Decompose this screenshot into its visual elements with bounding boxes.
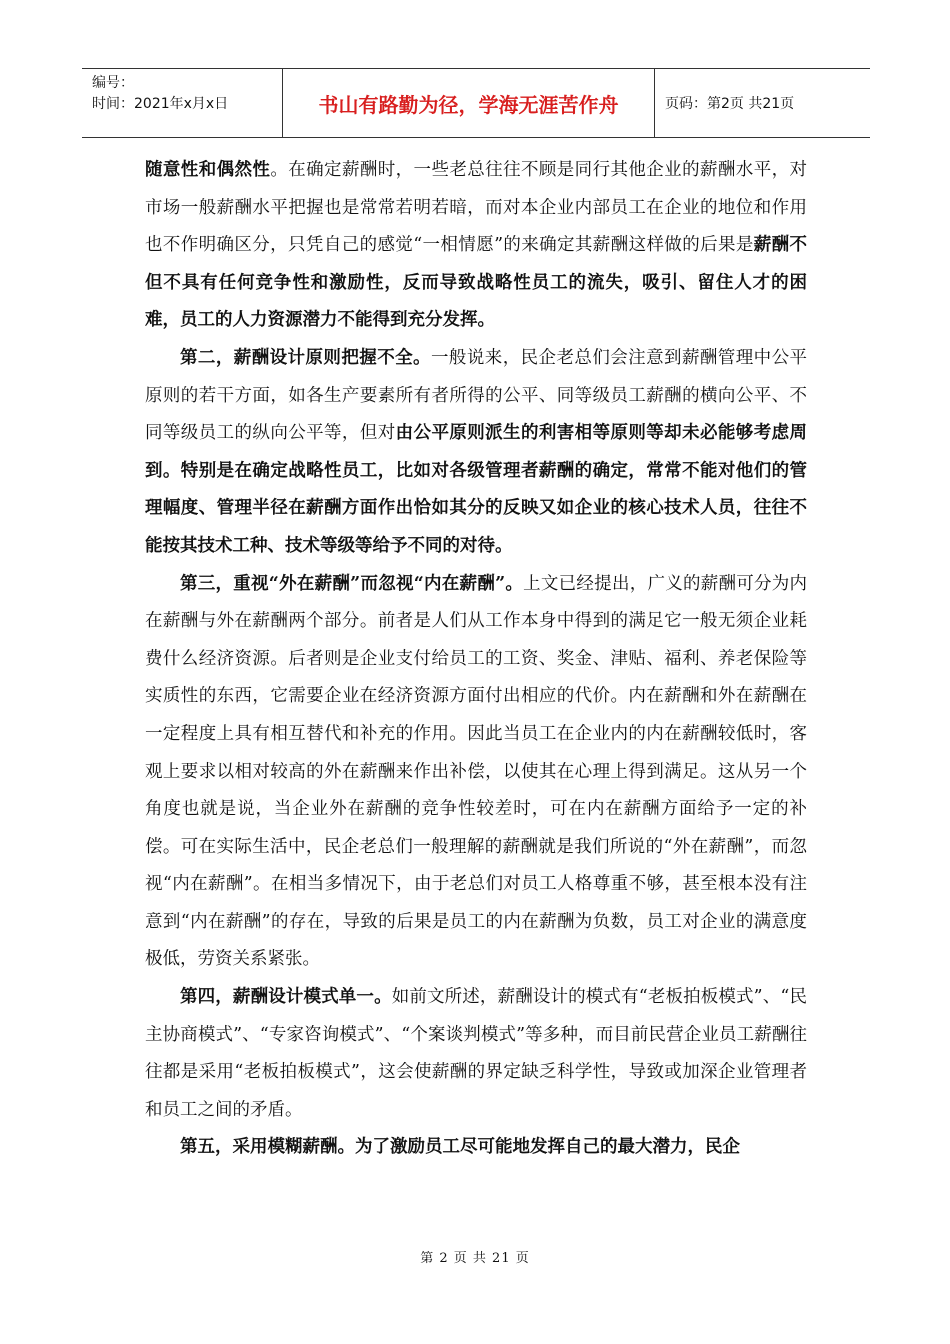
header-motto: 书山有路勤为径，学海无涯苦作舟 xyxy=(282,69,655,137)
code-label: 编号： xyxy=(92,75,134,91)
time-label: 时间：2021年x月x日 xyxy=(92,96,229,112)
bold-text-run: 薪酬不但不具有任何竞争性和激励性，反而导致战略性员工的流失，吸引、留住人才的困难，员工的人力资源潜力不能得到充分发挥。 xyxy=(145,235,808,331)
paragraph xyxy=(145,1129,807,1167)
paragraph xyxy=(145,340,807,566)
page-header xyxy=(82,68,870,138)
bold-text-run: 由公平原则派生的利害相等原则等却未必能够考虑周到。特别是在确定战略性员工，比如对各级管理者薪酬的确定，常常不能对他们的管理幅度、管理半径在薪酬方面作出恰如其分的反映又如企业的核心技术人员，往往不能按其技术工种、技术等级等给予不同的对待。 xyxy=(145,423,808,556)
bold-text-run: 第三，重视“外在薪酬”而忽视“内在薪酬”。 xyxy=(180,573,524,594)
header-page-info: 页码：第2页 共21页 xyxy=(665,96,795,112)
paragraph xyxy=(145,979,807,1129)
text-run: 。在确定薪酬时，一些老总往往不顾是同行其他企业的薪酬水平，对市场一般薪酬水平把握也是常常若明若暗，而对本企业内部员工在企业的地位和作用也不作明确区分，只凭自己的感觉“一相情愿”的来确定其薪酬这样做的后果是 xyxy=(145,160,808,256)
bold-text-run: 随意性和偶然性 xyxy=(145,160,271,180)
text-run: 上文已经提出，广义的薪酬可分为内在薪酬与外在薪酬两个部分。前者是人们从工作本身中得到的满足它一般无须企业耗费什么经济资源。后者则是企业支付给员工的工资、奖金、津贴、福利、养老保险等实质性的东西，它需要企业在经济资源方面付出相应的代价。内在薪酬和外在薪酬在一定程度上具有相互替代和补充的作用。因此当员工在企业内的内在薪酬较低时，客观上要求以相对较高的外在薪酬来作出补偿，以使其在心理上得到满足。这从另一个角度也就是说，当企业外在薪酬的竞争性较差时，可在内在薪酬方面给予一定的补偿。可在实际生活中，民企老总们一般理解的薪酬就是我们所说的“外在薪酬”，而忽视“内在薪酬”。在相当多情况下，由于老总们对员工人格尊重不够，甚至根本没有注意到“内在薪酬”的存在，导致的后果是员工的内在薪酬为负数，员工对企业的满意度极低，劳资关系紧张。 xyxy=(145,573,808,970)
text-run: 如前文所述，薪酬设计的模式有“老板拍板模式”、“民主协商模式”、“专家咨询模式”、“个案谈判模式”等多种，而目前民营企业员工薪酬往往都是采用“老板拍板模式”，这会使薪酬的界定缺乏科学性，导致或加深企业管理者和员工之间的矛盾。 xyxy=(145,987,807,1120)
text-run: 一般说来，民企老总们会注意到薪酬管理中公平原则的若干方面，如各生产要素所有者所得的公平、同等级员工薪酬的横向公平、不同等级员工的纵向公平等，但对 xyxy=(145,347,808,444)
bold-text-run: 第五，采用模糊薪酬。为了激励员工尽可能地发挥自己的最大潜力，民企 xyxy=(180,1137,740,1158)
bold-text-run: 第二，薪酬设计原则把握不全。 xyxy=(180,347,431,368)
bold-text-run: 第四，薪酬设计模式单一。 xyxy=(180,987,392,1008)
header-meta xyxy=(82,69,282,137)
document-body xyxy=(145,152,807,1167)
paragraph xyxy=(145,152,807,340)
paragraph xyxy=(145,566,807,980)
page-footer: 第 2 页 共 21 页 xyxy=(420,1251,530,1266)
